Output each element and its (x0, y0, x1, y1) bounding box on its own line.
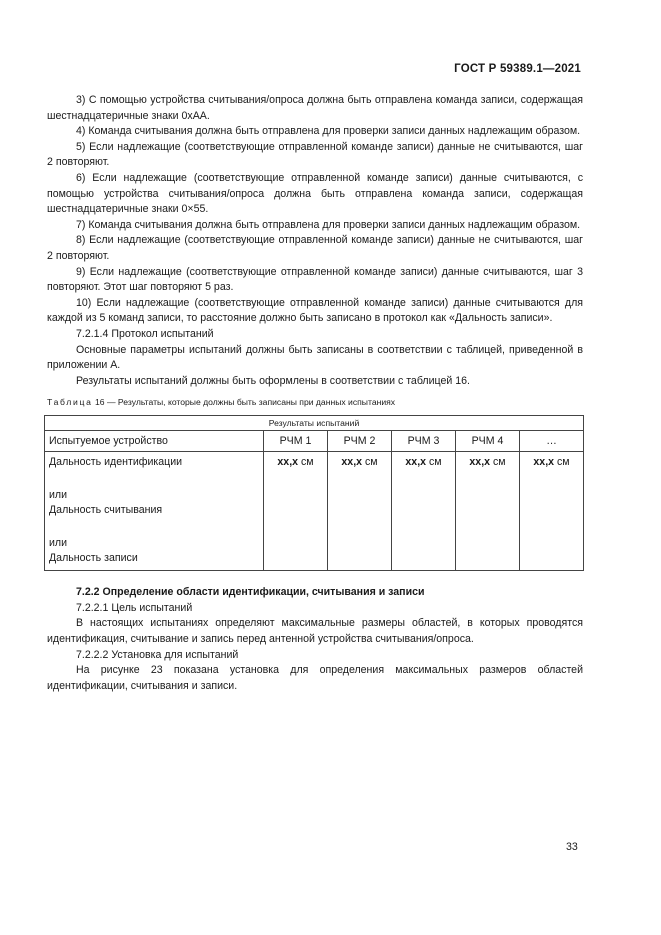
section-heading: 7.2.2 Определение области идентификации, считывания и записи (76, 586, 425, 599)
row-label-writing: Дальность записи (49, 552, 138, 565)
table-caption-text: 16 — Результаты, которые должны быть записаны при данных испытаниях (95, 397, 396, 408)
step-9: 9) Если надлежащие (соответствующие отправленной команде записи) данные считываются, шаг 3 повторяют. Этот шаг повторяют 5 раз. (47, 265, 583, 294)
step-7: 7) Команда считывания должна быть отправлена для проверки записи данных надлежащим образом. (76, 218, 581, 231)
document-body (47, 93, 583, 694)
results-table (44, 415, 584, 571)
value-cell: xx,x см (264, 452, 328, 571)
subsection-7-2-2-2: 7.2.2.2 Установка для испытаний (76, 648, 239, 661)
protocol-paragraph: Основные параметры испытаний должны быть записаны в соответствии с таблицей, приведенной в приложении А. (47, 343, 583, 372)
step-3: 3) С помощью устройства считывания/опроса должна быть отправлена команда записи, содержащая шестнадцатеричные знаки 0xAA. (47, 94, 583, 122)
subsection-7-2-2-1: 7.2.2.1 Цель испытаний (76, 601, 193, 614)
document-id-header: ГОСТ Р 59389.1—2021 (454, 63, 581, 75)
column-header: … (520, 431, 584, 452)
device-header-cell: Испытуемое устройство (45, 431, 264, 452)
column-header: РЧМ 2 (328, 431, 392, 452)
row-label-or: или (49, 537, 68, 550)
row-label-identification: Дальность идентификации (49, 456, 183, 469)
row-label-reading: Дальность считывания (49, 504, 163, 517)
column-header: РЧМ 3 (392, 431, 456, 452)
value-cell: xx,x см (456, 452, 520, 571)
step-6: 6) Если надлежащие (соответствующие отправленной команде записи) данные считываются, с помощью устройства считывания/опроса должна быть отправлена команда записи, содержащая шестнадцатеричные знаки 0×55. (47, 171, 583, 216)
table-caption-word: Таблица (47, 397, 93, 408)
value-cell: xx,x см (520, 452, 584, 571)
row-label-or: или (49, 489, 68, 502)
value-cell: xx,x см (328, 452, 392, 571)
column-header: РЧМ 4 (456, 431, 520, 452)
column-header: РЧМ 1 (264, 431, 328, 452)
page-number: 33 (566, 841, 578, 853)
subsection-7-2-1-4: 7.2.1.4 Протокол испытаний (76, 327, 214, 340)
table-caption (47, 397, 583, 408)
setup-paragraph: На рисунке 23 показана установка для определения максимальных размеров областей идентификации, считывания и записи. (47, 664, 583, 692)
purpose-paragraph: В настоящих испытаниях определяют максимальные размеры областей, в которых проводятся идентификация, считывание и запись перед антенной устройства считывания/опроса. (47, 617, 583, 646)
step-10: 10) Если надлежащие (соответствующие отправленной команде записи) данные считываются для каждой из 5 команд записи, то расстояние должно быть записано в протокол как «Дальность записи». (47, 296, 583, 325)
step-5: 5) Если надлежащие (соответствующие отправленной команде записи) данные не считываются, шаг 2 повторяют. (47, 140, 583, 169)
step-4: 4) Команда считывания должна быть отправлена для проверки записи данных надлежащим образом. (76, 125, 581, 138)
results-paragraph: Результаты испытаний должны быть оформлены в соответствии с таблицей 16. (76, 374, 470, 387)
step-8: 8) Если надлежащие (соответствующие отправленной команде записи) данные не считываются, шаг 2 повторяют. (47, 234, 583, 262)
row-label-cell (45, 452, 264, 571)
results-title-cell: Результаты испытаний (45, 416, 584, 431)
value-cell: xx,x см (392, 452, 456, 571)
